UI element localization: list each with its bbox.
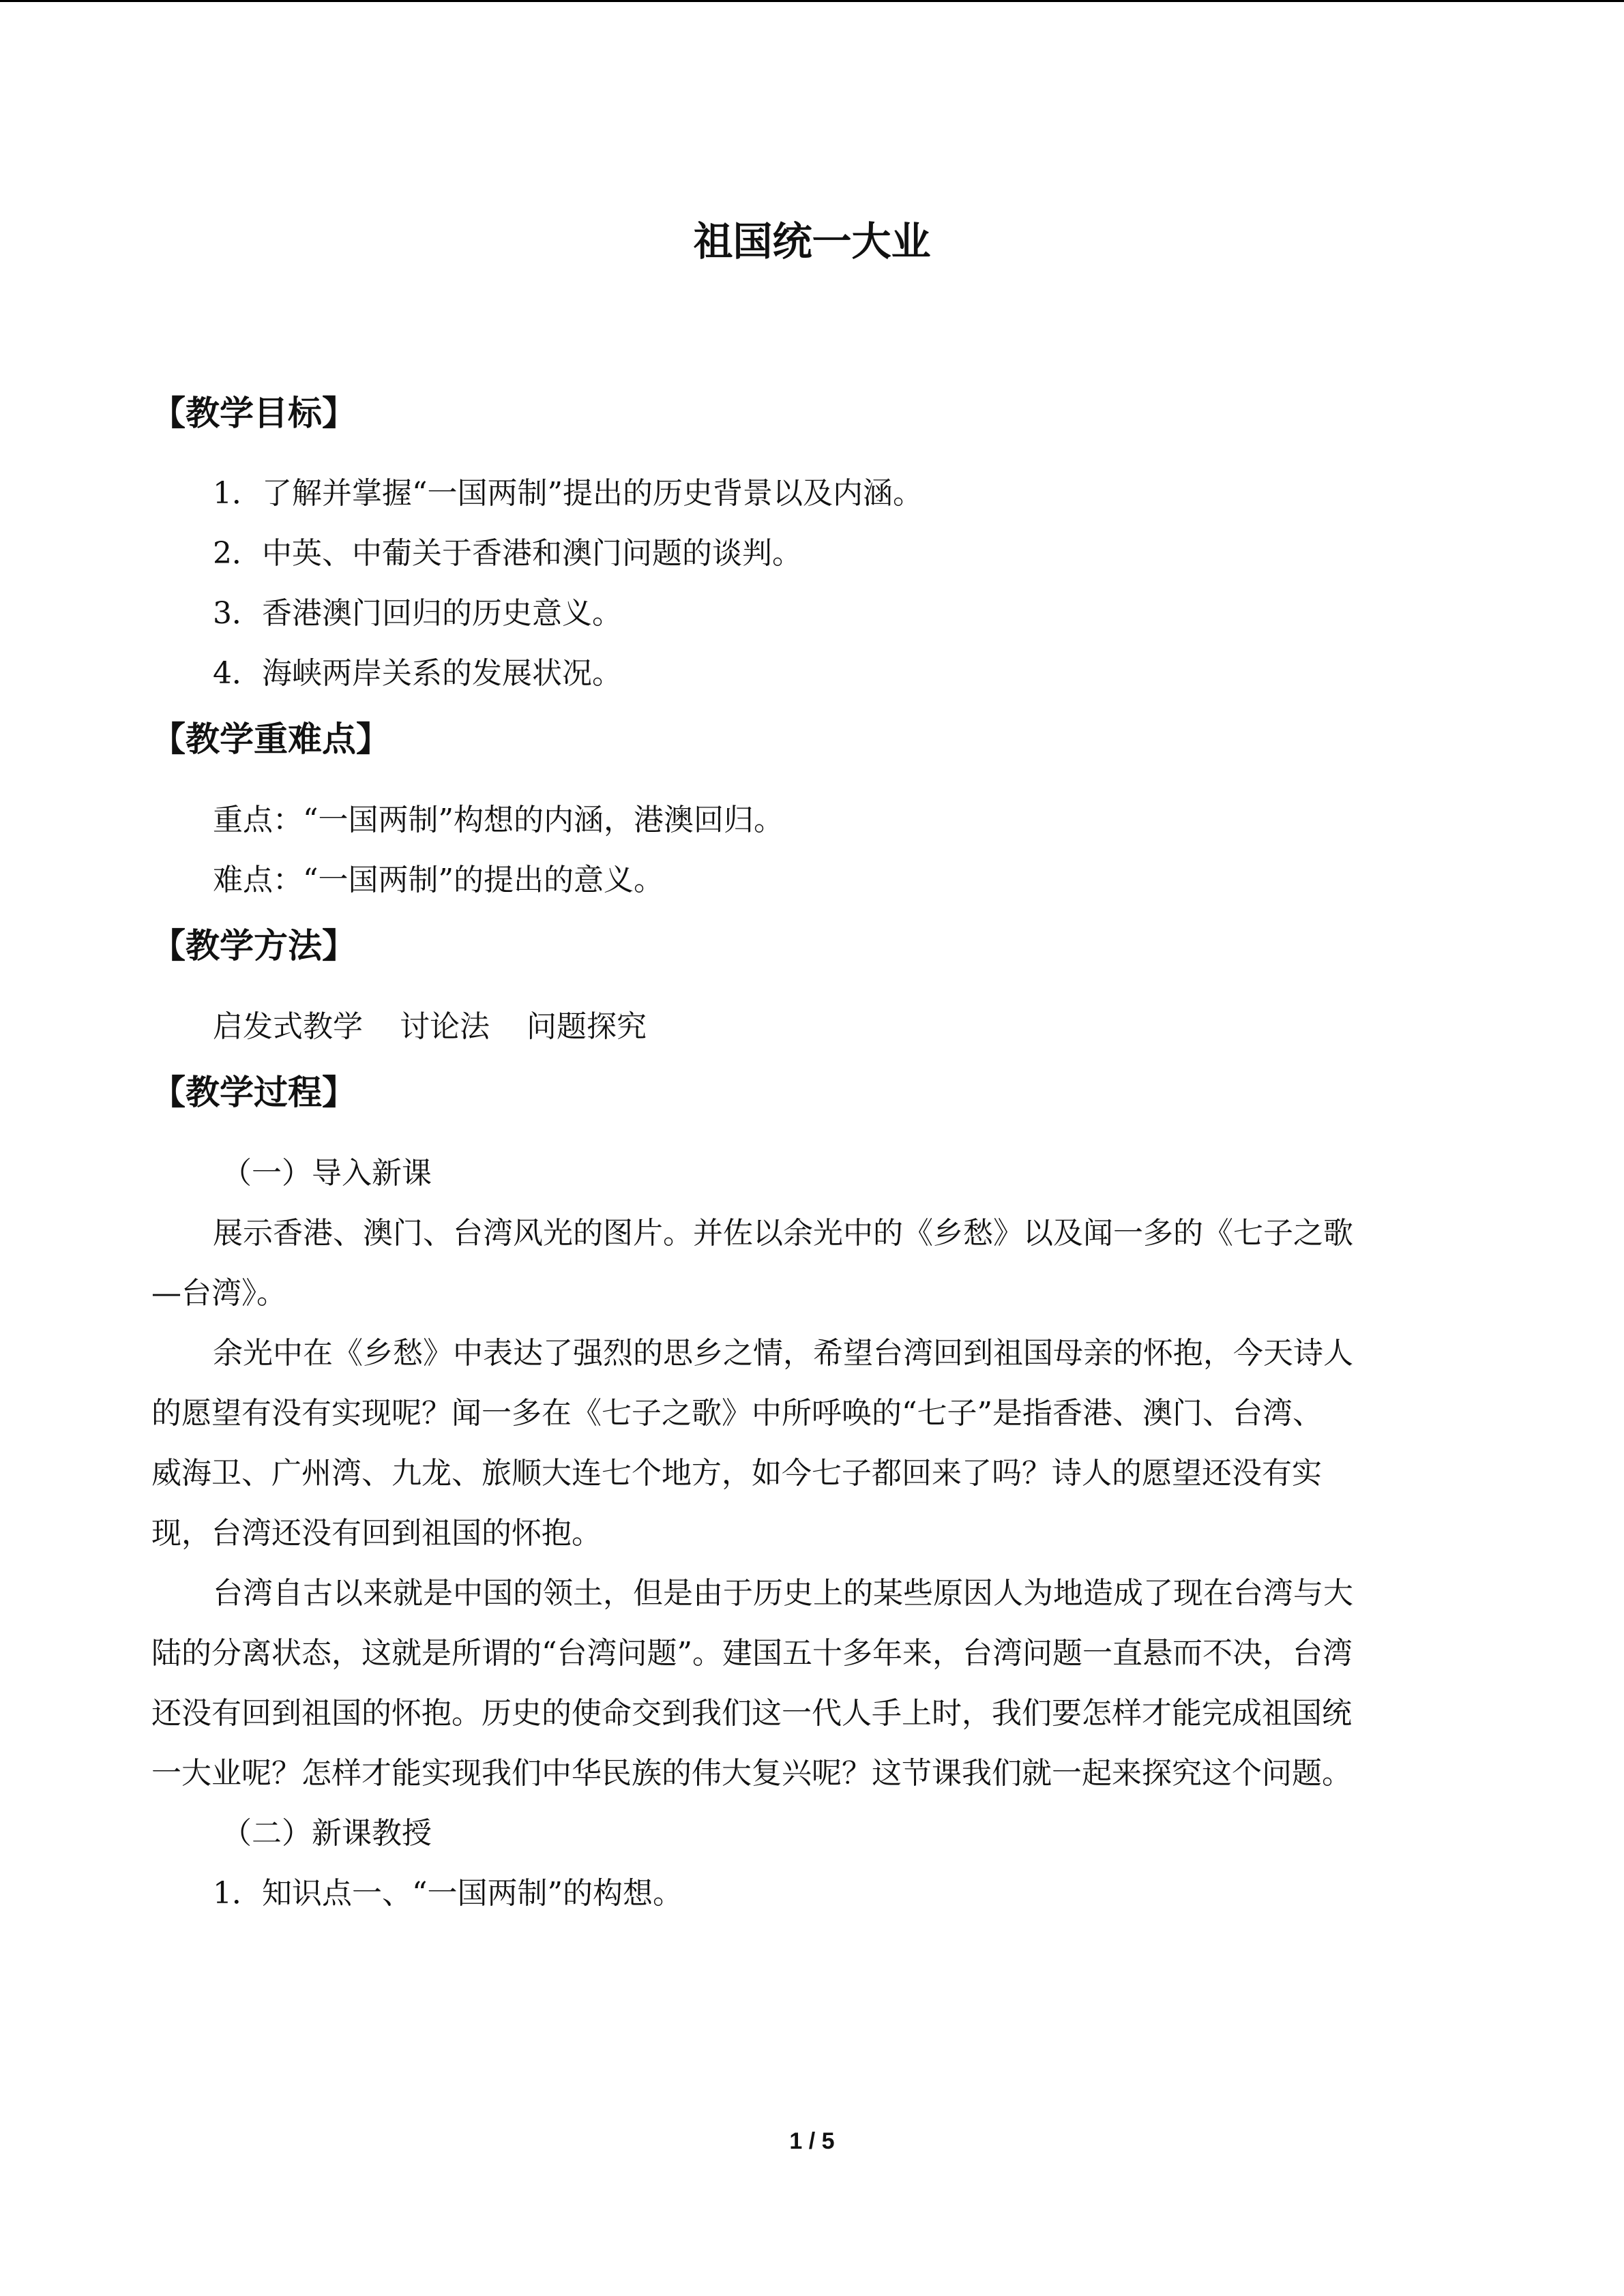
heading-objectives: 【教学目标】: [151, 393, 356, 433]
paragraph-line: 台湾自古以来就是中国的领土，但是由于历史上的某些原因人为地造成了现在台湾与大: [213, 1576, 1353, 1611]
method-item: 讨论法: [400, 1009, 490, 1044]
knowledge-point: 1．知识点一、“一国两制”的构想。: [213, 1876, 683, 1911]
paragraph-line: 陆的分离状态，这就是所谓的“台湾问题”。建国五十多年来，台湾问题一直悬而不决，台湾: [151, 1636, 1353, 1671]
step-label: （一）导入新课: [222, 1156, 432, 1191]
method-item: 问题探究: [527, 1009, 647, 1044]
paragraph-line: 展示香港、澳门、台湾风光的图片。并佐以余光中的《乡愁》以及闻一多的《七子之歌: [213, 1216, 1353, 1251]
methods-list: [213, 1007, 647, 1047]
objective-item: 1．了解并掌握“一国两制”提出的历史背景以及内涵。: [213, 476, 923, 511]
heading-process: 【教学过程】: [151, 1073, 356, 1112]
paragraph-line: —台湾》。: [151, 1276, 286, 1311]
page-number: 1 / 5: [789, 2128, 835, 2154]
objective-item: 4．海峡两岸关系的发展状况。: [213, 656, 622, 691]
paragraph-line: 威海卫、广州湾、九龙、旅顺大连七个地方，如今七子都回来了吗？诗人的愿望还没有实: [151, 1456, 1322, 1491]
heading-methods: 【教学方法】: [151, 926, 356, 966]
key-point-item: 重点：“一国两制”构想的内涵，港澳回归。: [213, 803, 784, 837]
heading-key-points: 【教学重难点】: [151, 719, 390, 759]
step-label: （二）新课教授: [222, 1816, 432, 1851]
top-border: [0, 0, 1624, 2]
paragraph-line: 余光中在《乡愁》中表达了强烈的思乡之情，希望台湾回到祖国母亲的怀抱，今天诗人: [213, 1336, 1353, 1371]
paragraph-line: 一大业呢？怎样才能实现我们中华民族的伟大复兴呢？这节课我们就一起来探究这个问题。: [151, 1756, 1352, 1791]
paragraph-line: 的愿望有没有实现呢？闻一多在《七子之歌》中所呼唤的“七子”是指香港、澳门、台湾、: [151, 1396, 1323, 1431]
difficulty-item: 难点：“一国两制”的提出的意义。: [213, 863, 664, 897]
objective-item: 2．中英、中葡关于香港和澳门问题的谈判。: [213, 536, 802, 571]
objective-item: 3．香港澳门回归的历史意义。: [213, 596, 622, 631]
page-title: 祖国统一大业: [693, 218, 931, 265]
paragraph-line: 还没有回到祖国的怀抱。历史的使命交到我们这一代人手上时，我们要怎样才能完成祖国统: [151, 1696, 1352, 1731]
paragraph-line: 现，台湾还没有回到祖国的怀抱。: [151, 1516, 602, 1551]
method-item: 启发式教学: [213, 1009, 363, 1044]
